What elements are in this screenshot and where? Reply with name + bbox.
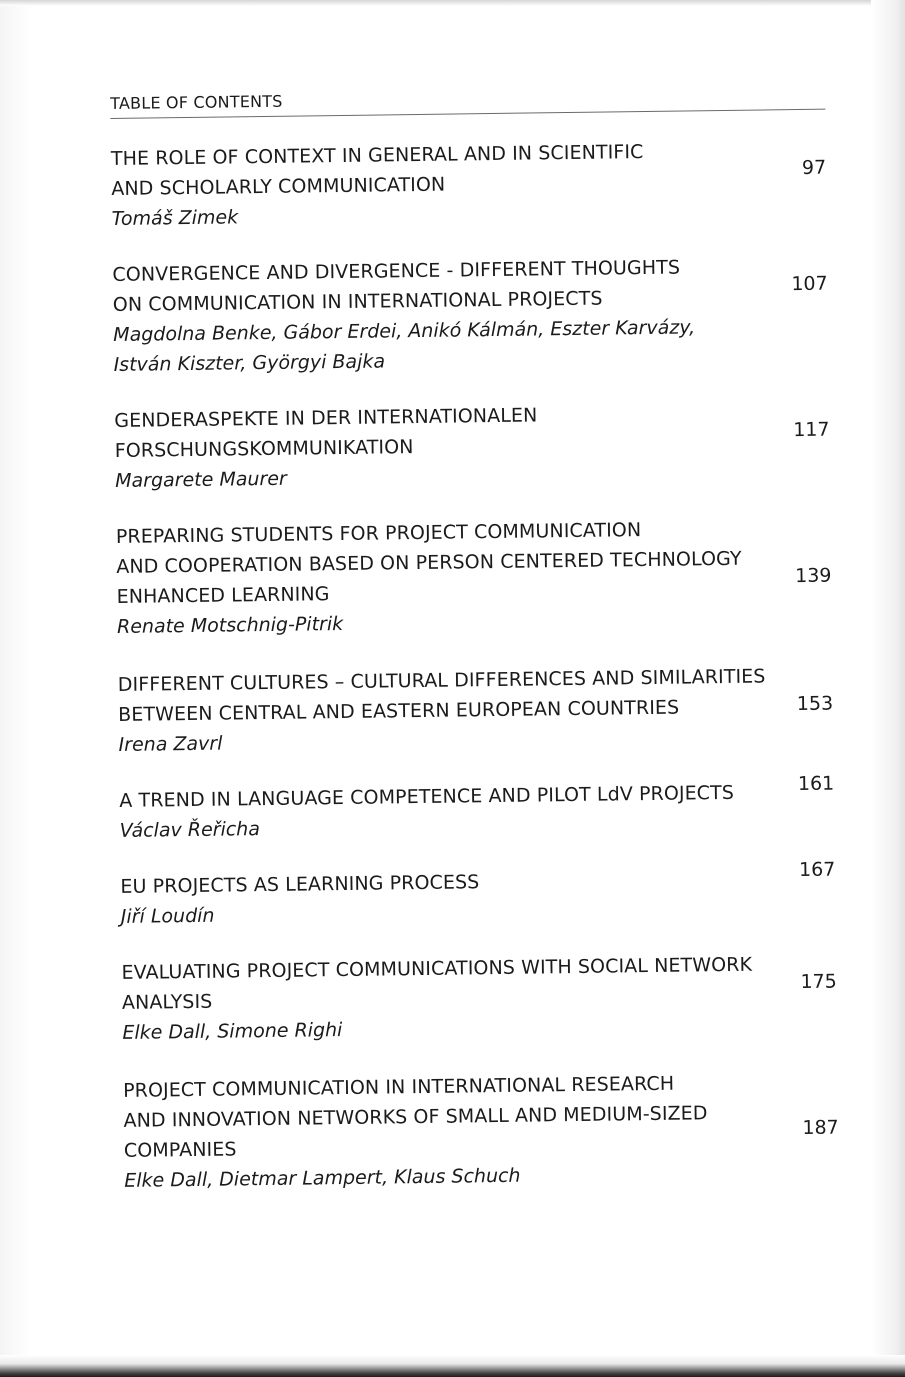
entry-title-line: GENDERASPEKTE IN DER INTERNATIONALEN bbox=[114, 404, 538, 432]
entry-page-number: 187 bbox=[802, 1116, 839, 1140]
entry-title-line: ON COMMUNICATION IN INTERNATIONAL PROJECTS bbox=[112, 287, 603, 316]
entry-page-number: 167 bbox=[798, 858, 836, 882]
entry-title-line: CONVERGENCE AND DIVERGENCE - DIFFERENT THOUGHTS bbox=[112, 256, 681, 286]
scan-bottom-edge bbox=[0, 1355, 905, 1377]
entry-title bbox=[116, 514, 757, 612]
scan-left-edge bbox=[0, 0, 30, 1377]
entry-title-line: COMPANIES bbox=[123, 1138, 237, 1162]
entry-title-line: ANALYSIS bbox=[121, 990, 213, 1014]
toc-entry bbox=[112, 251, 829, 380]
entry-author-line: Elke Dall, Dietmar Lampert, Klaus Schuch bbox=[124, 1164, 521, 1192]
scan-right-edge bbox=[871, 0, 905, 1377]
entry-page-number: 175 bbox=[800, 970, 837, 994]
toc-page bbox=[110, 79, 845, 1238]
toc-entry bbox=[114, 397, 830, 496]
entry-author-line: Tomáš Zimek bbox=[111, 206, 239, 230]
entry-title bbox=[112, 252, 753, 320]
entry-title-line: DIFFERENT CULTURES – CULTURAL DIFFERENCES AND SIMILARITIES bbox=[117, 665, 766, 696]
entry-page-number: 153 bbox=[796, 692, 834, 716]
entry-author-line: Jiří Loudín bbox=[120, 904, 215, 928]
entry-title bbox=[121, 950, 762, 1018]
scan-top-edge bbox=[0, 0, 905, 6]
entry-title-line: ENHANCED LEARNING bbox=[116, 583, 330, 608]
toc-entry bbox=[120, 858, 836, 932]
entry-page-number: 117 bbox=[793, 418, 830, 442]
entry-author-line: Irena Zavrl bbox=[118, 732, 223, 756]
entry-page-number: 97 bbox=[801, 156, 827, 179]
toc-entry bbox=[116, 513, 833, 642]
entry-author-line: Magdolna Benke, Gábor Erdei, Anikó Kálmán, Eszter Karvázy, bbox=[113, 316, 696, 346]
entry-title bbox=[114, 398, 755, 466]
page-header bbox=[110, 79, 825, 119]
toc-entry bbox=[121, 949, 837, 1048]
toc-entry bbox=[123, 1067, 840, 1196]
page-title: TABLE OF CONTENTS bbox=[110, 91, 283, 113]
toc-entry bbox=[119, 772, 835, 846]
entry-title-line: AND INNOVATION NETWORKS OF SMALL AND MEDIUM-SIZED bbox=[123, 1102, 708, 1132]
entry-author-line: Václav Řeřicha bbox=[119, 818, 261, 842]
entry-title bbox=[123, 1068, 764, 1166]
entry-title-line: AND SCHOLARLY COMMUNICATION bbox=[111, 173, 446, 200]
entry-title-line: FORSCHUNGSKOMMUNIKATION bbox=[114, 436, 414, 462]
entry-title-line: A TREND IN LANGUAGE COMPETENCE AND PILOT LdV PROJECTS bbox=[119, 781, 735, 812]
entry-title-line: EU PROJECTS AS LEARNING PROCESS bbox=[120, 871, 480, 898]
entry-author-line: Elke Dall, Simone Righi bbox=[122, 1019, 343, 1044]
entry-page-number: 161 bbox=[797, 772, 835, 796]
entry-author-line: István Kiszter, Györgyi Bajka bbox=[113, 350, 386, 376]
entry-title-line: EVALUATING PROJECT COMMUNICATIONS WITH SOCIAL NETWORK bbox=[121, 953, 753, 984]
entry-title bbox=[111, 136, 752, 204]
toc-entry bbox=[118, 661, 834, 760]
entry-title-line: THE ROLE OF CONTEXT IN GENERAL AND IN SCIENTIFIC bbox=[110, 141, 644, 170]
entry-title-line: BETWEEN CENTRAL AND EASTERN EUROPEAN COUNTRIES bbox=[118, 696, 680, 726]
entry-author-line: Margarete Maurer bbox=[115, 467, 287, 492]
entry-authors bbox=[113, 312, 754, 380]
entry-title-line: PROJECT COMMUNICATION IN INTERNATIONAL RESEARCH bbox=[122, 1072, 675, 1102]
entry-title-line: PREPARING STUDENTS FOR PROJECT COMMUNICATION bbox=[115, 519, 642, 548]
entry-page-number: 139 bbox=[795, 564, 832, 588]
entry-title-line: AND COOPERATION BASED ON PERSON CENTERED TECHNOLOGY bbox=[116, 547, 742, 578]
entry-page-number: 107 bbox=[791, 272, 828, 296]
entry-author-line: Renate Motschnig-Pitrik bbox=[116, 612, 344, 638]
toc-entry bbox=[111, 135, 827, 234]
entry-title bbox=[117, 662, 766, 730]
